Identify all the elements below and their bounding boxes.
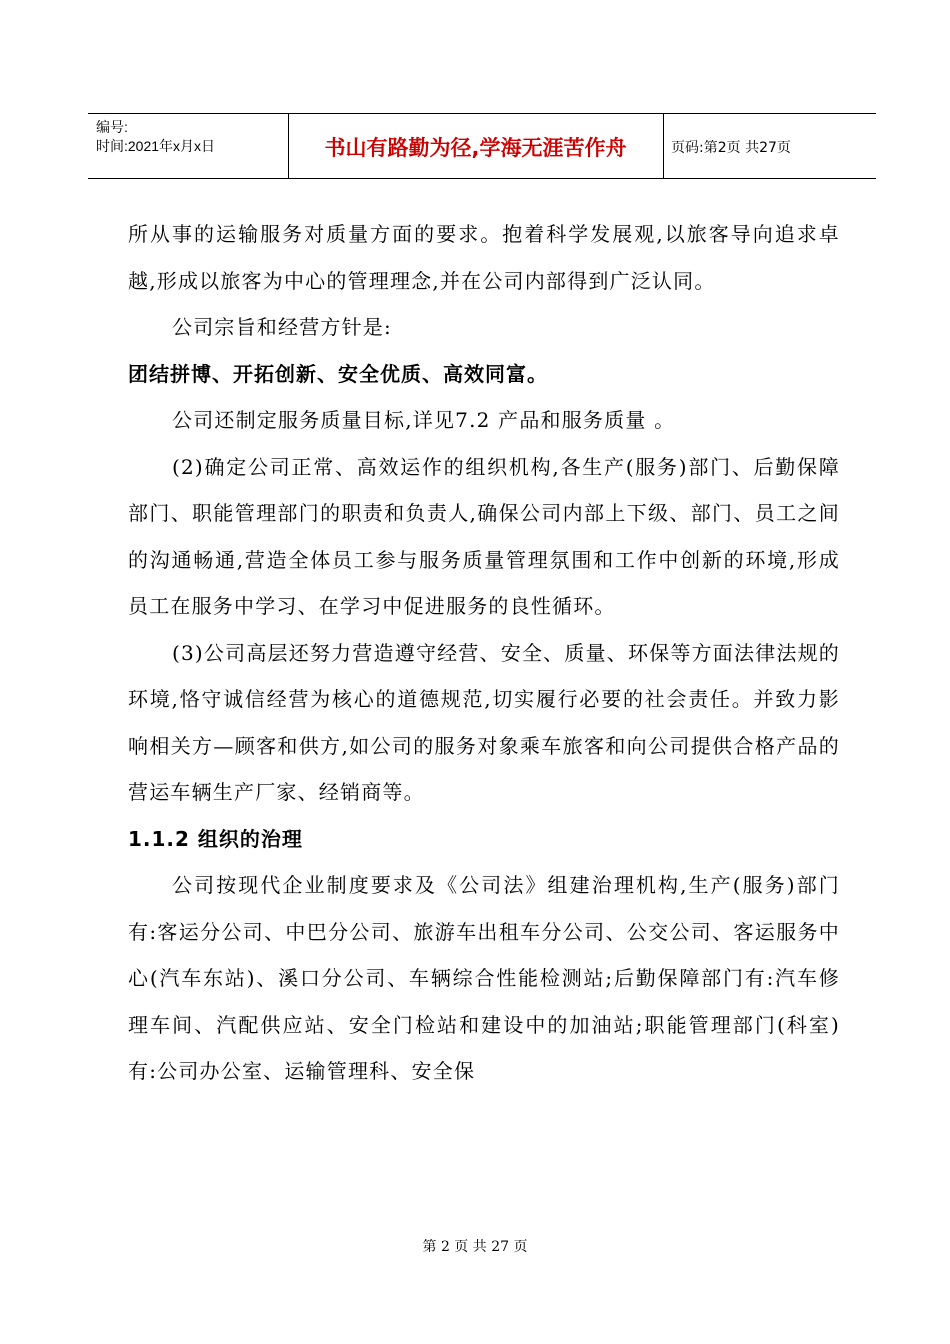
paragraph: 公司按现代企业制度要求及《公司法》组建治理机构,生产(服务)部门有:客运分公司、中巴分公司、旅游车出租车分公司、公交公司、客运服务中心(汽车东站)、溪口分公司、车辆综合性能检测站;后勤保障部门有:汽车修理车间、汽配供应站、安全门检站和建设中的加油站;职能管理部门(科室)有:公司办公室、运输管理科、安全保 <box>128 873 840 1083</box>
paragraph: (3)公司高层还努力营造遵守经营、安全、质量、环保等方面法律法规的环境,恪守诚信经营为核心的道德规范,切实履行必要的社会责任。并致力影响相关方—顾客和供方,如公司的服务对象乘车旅客和向公司提供合格产品的营运车辆生产厂家、经销商等。 <box>128 640 840 804</box>
paragraph: 公司宗旨和经营方针是: <box>172 315 392 339</box>
paragraph: 公司还制定服务质量目标,详见7.2 产品和服务质量 。 <box>172 408 676 432</box>
header-page-info: 页码:第2页 共27页 <box>671 140 791 156</box>
paragraph: (2)确定公司正常、高效运作的组织机构,各生产(服务)部门、后勤保障部门、职能管理部门的职责和负责人,确保公司内部上下级、部门、员工之间的沟通畅通,营造全体员工参与服务质量管理氛围和工作中创新的环境,形成员工在服务中学习、在学习中促进服务的良性循环。 <box>128 454 840 618</box>
bold-paragraph: 团结拼博、开拓创新、安全优质、高效同富。 <box>128 361 548 386</box>
document-header <box>88 113 876 179</box>
page-footer: 第 2 页 共 27 页 <box>422 1239 528 1255</box>
paragraph: 所从事的运输服务对质量方面的要求。抱着科学发展观,以旅客导向追求卓越,形成以旅客为中心的管理理念,并在公司内部得到广泛认同。 <box>128 222 840 293</box>
header-meta <box>96 118 215 156</box>
time-label: 时间:2021年x月x日 <box>96 138 216 154</box>
number-label: 编号: <box>96 119 128 135</box>
header-motto: 书山有路勤为径,学海无涯苦作舟 <box>324 136 627 160</box>
section-heading: 1.1.2 组织的治理 <box>128 826 303 851</box>
header-divider <box>663 114 664 178</box>
document-body <box>128 211 840 1095</box>
